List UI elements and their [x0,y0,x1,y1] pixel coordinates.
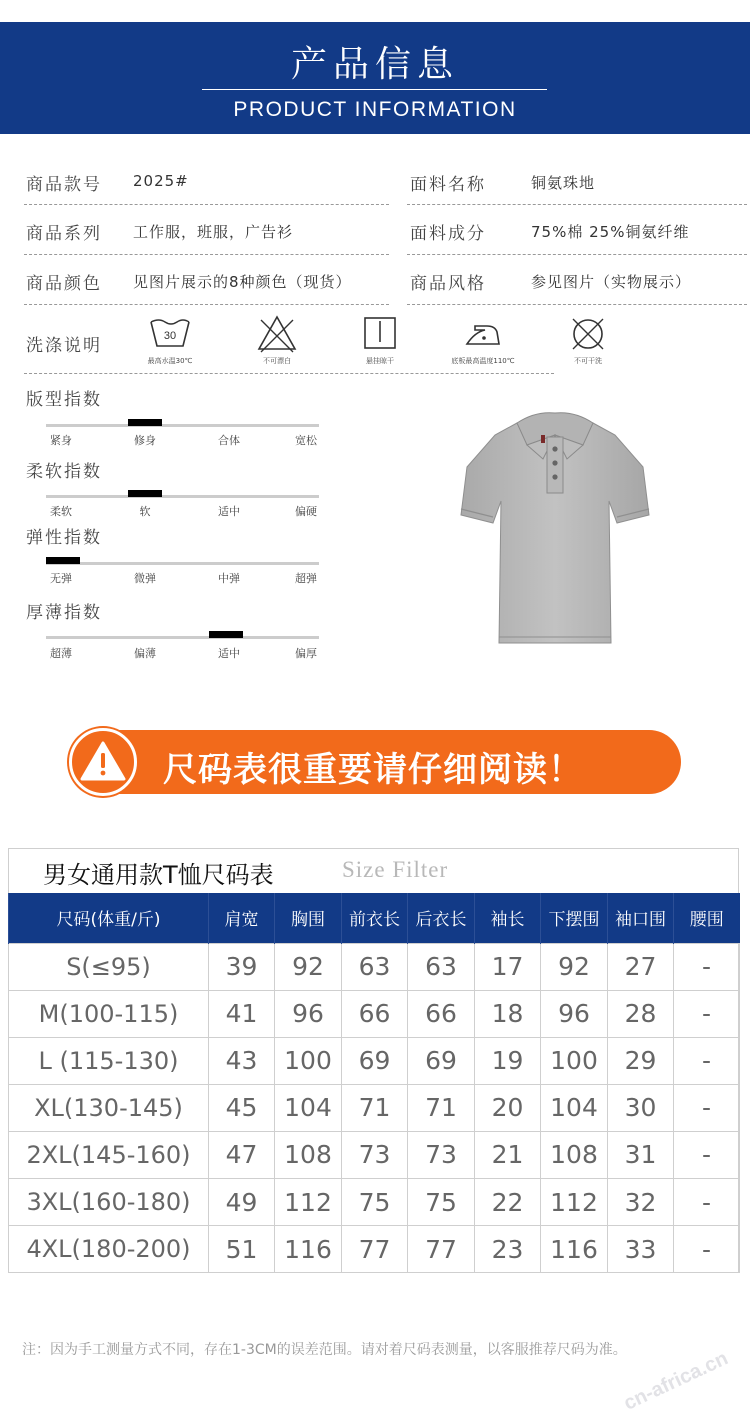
size-cell: L (115-130) [9,1037,209,1084]
wash-caption: 底板最高温度110℃ [451,357,515,365]
info-label-fabric-name: 面料名称 [410,175,486,195]
index-marker-thickness [209,631,243,638]
size-cell: S(≤95) [9,943,209,990]
table-row [9,943,740,990]
measurement-cell: 116 [541,1226,608,1273]
measurement-cell: 69 [342,1037,408,1084]
info-label-composition: 面料成分 [410,224,486,244]
index-title-thickness: 厚薄指数 [26,603,102,623]
index-label: 微弹 [134,572,156,585]
measurement-cell: 45 [209,1084,275,1131]
measurement-cell: 31 [608,1131,674,1178]
size-table [8,893,740,1273]
info-value-composition: 75%棉 25%铜氨纤维 [531,223,690,241]
divider [24,204,389,205]
measurement-cell: 30 [608,1084,674,1131]
divider [24,254,389,255]
measurement-cell: 96 [541,990,608,1037]
warning-icon [69,728,137,796]
size-cell: 2XL(145-160) [9,1131,209,1178]
measurement-cell: - [674,1131,740,1178]
measurement-cell: 112 [275,1178,342,1225]
page-subtitle: PRODUCT INFORMATION [233,98,517,121]
index-label: 柔软 [50,505,72,518]
footer-note: 注：因为手工测量方式不同，存在1-3CM的误差范围。请对着尺码表测量，以客服推荐尺码为准。 [22,1342,627,1358]
size-chart-subtitle: Size Filter [342,857,449,882]
no-bleach-icon [242,314,312,370]
page-title: 产品信息 [290,44,459,85]
measurement-cell: 108 [275,1131,342,1178]
index-label: 修身 [134,434,156,447]
wash-label: 洗涤说明 [26,336,102,356]
measurement-cell: 66 [342,990,408,1037]
table-row [9,1131,740,1178]
info-label-series: 商品系列 [26,224,102,244]
measurement-cell: 19 [475,1037,541,1084]
index-label: 偏硬 [295,505,317,518]
measurement-cell: 96 [275,990,342,1037]
measurement-cell: 73 [342,1131,408,1178]
measurement-cell: 49 [209,1178,275,1225]
measurement-cell: 23 [475,1226,541,1273]
column-header: 胸围 [275,893,342,943]
measurement-cell: 32 [608,1178,674,1225]
info-label-color: 商品颜色 [26,274,102,294]
title-divider [202,89,547,90]
table-row [9,990,740,1037]
column-header: 袖口围 [608,893,674,943]
size-cell: 3XL(160-180) [9,1178,209,1225]
measurement-cell: 75 [408,1178,475,1225]
size-cell: XL(130-145) [9,1084,209,1131]
measurement-cell: 51 [209,1226,275,1273]
info-value-color: 见图片展示的8种颜色（现货） [133,273,352,291]
column-header: 尺码(体重/斤) [9,893,209,943]
index-label: 偏厚 [295,647,317,660]
index-label: 软 [139,505,151,518]
measurement-cell: 27 [608,943,674,990]
divider [407,254,747,255]
measurement-cell: 116 [275,1226,342,1273]
measurement-cell: 43 [209,1037,275,1084]
info-value-style: 参见图片（实物展示） [531,273,692,291]
measurement-cell: 41 [209,990,275,1037]
measurement-cell: 63 [408,943,475,990]
measurement-cell: 47 [209,1131,275,1178]
info-value-fabric-name: 铜氨珠地 [531,174,596,192]
index-track-fit [46,424,319,427]
measurement-cell: 28 [608,990,674,1037]
index-track-thickness [46,636,319,639]
divider [407,204,747,205]
info-value-series: 工作服，班服，广告衫 [133,223,294,241]
table-row [9,1226,740,1273]
index-title-fit: 版型指数 [26,390,102,410]
measurement-cell: - [674,1178,740,1225]
hang-dry-icon [345,314,415,370]
measurement-cell: 92 [275,943,342,990]
table-row [9,1178,740,1225]
measurement-cell: 33 [608,1226,674,1273]
measurement-cell: 71 [342,1084,408,1131]
measurement-cell: 63 [342,943,408,990]
measurement-cell: 69 [408,1037,475,1084]
measurement-cell: 100 [275,1037,342,1084]
measurement-cell: 17 [475,943,541,990]
wash-caption: 悬挂晾干 [366,357,394,365]
measurement-cell: 18 [475,990,541,1037]
measurement-cell: 112 [541,1178,608,1225]
measurement-cell: 92 [541,943,608,990]
svg-text:30: 30 [163,330,177,342]
wash-30-icon [135,314,205,370]
measurement-cell: 100 [541,1037,608,1084]
measurement-cell: 39 [209,943,275,990]
measurement-cell: - [674,1084,740,1131]
info-label-style-no: 商品款号 [26,175,102,195]
wash-caption: 不可干洗 [574,357,602,365]
divider [24,373,554,374]
table-row [9,1037,740,1084]
index-label: 适中 [218,505,240,518]
measurement-cell: 108 [541,1131,608,1178]
index-label: 无弹 [50,572,72,585]
table-header-row [9,893,740,943]
measurement-cell: 21 [475,1131,541,1178]
index-label: 超薄 [50,647,72,660]
measurement-cell: 20 [475,1084,541,1131]
index-track-softness [46,495,319,498]
measurement-cell: - [674,1226,740,1273]
wash-caption: 最高水温30℃ [147,357,193,365]
index-label: 合体 [218,434,240,447]
info-value-style-no: 2025# [133,172,189,190]
index-title-softness: 柔软指数 [26,462,102,482]
column-header: 腰围 [674,893,740,943]
measurement-cell: 77 [342,1226,408,1273]
measurement-cell: 22 [475,1178,541,1225]
index-track-elasticity [46,562,319,565]
iron-icon [448,314,518,370]
index-label: 适中 [218,647,240,660]
header-banner [0,22,750,134]
measurement-cell: - [674,990,740,1037]
column-header: 下摆围 [541,893,608,943]
column-header: 前衣长 [342,893,408,943]
index-title-elasticity: 弹性指数 [26,528,102,548]
measurement-cell: 104 [541,1084,608,1131]
column-header: 袖长 [475,893,541,943]
size-cell: M(100-115) [9,990,209,1037]
measurement-cell: 71 [408,1084,475,1131]
info-label-style: 商品风格 [410,274,486,294]
index-marker-fit [128,419,162,426]
column-header: 肩宽 [209,893,275,943]
no-dryclean-icon [553,314,623,370]
measurement-cell: 66 [408,990,475,1037]
size-chart-title: 男女通用款T恤尺码表 [43,861,274,889]
index-label: 中弹 [218,572,240,585]
column-header: 后衣长 [408,893,475,943]
wash-caption: 不可漂白 [263,357,291,365]
index-marker-softness [128,490,162,497]
divider [407,304,747,305]
measurement-cell: 75 [342,1178,408,1225]
index-label: 超弹 [295,572,317,585]
warning-text: 尺码表很重要请仔细阅读！ [163,750,583,790]
size-cell: 4XL(180-200) [9,1226,209,1273]
divider [24,304,389,305]
watermark-bottom: cn-africa.cn [620,1347,732,1415]
measurement-cell: - [674,943,740,990]
measurement-cell: 77 [408,1226,475,1273]
index-label: 紧身 [50,434,72,447]
measurement-cell: 104 [275,1084,342,1131]
index-label: 偏薄 [134,647,156,660]
measurement-cell: - [674,1037,740,1084]
measurement-cell: 29 [608,1037,674,1084]
measurement-cell: 73 [408,1131,475,1178]
table-row [9,1084,740,1131]
index-label: 宽松 [295,434,317,447]
product-image [455,405,655,655]
index-marker-elasticity [46,557,80,564]
